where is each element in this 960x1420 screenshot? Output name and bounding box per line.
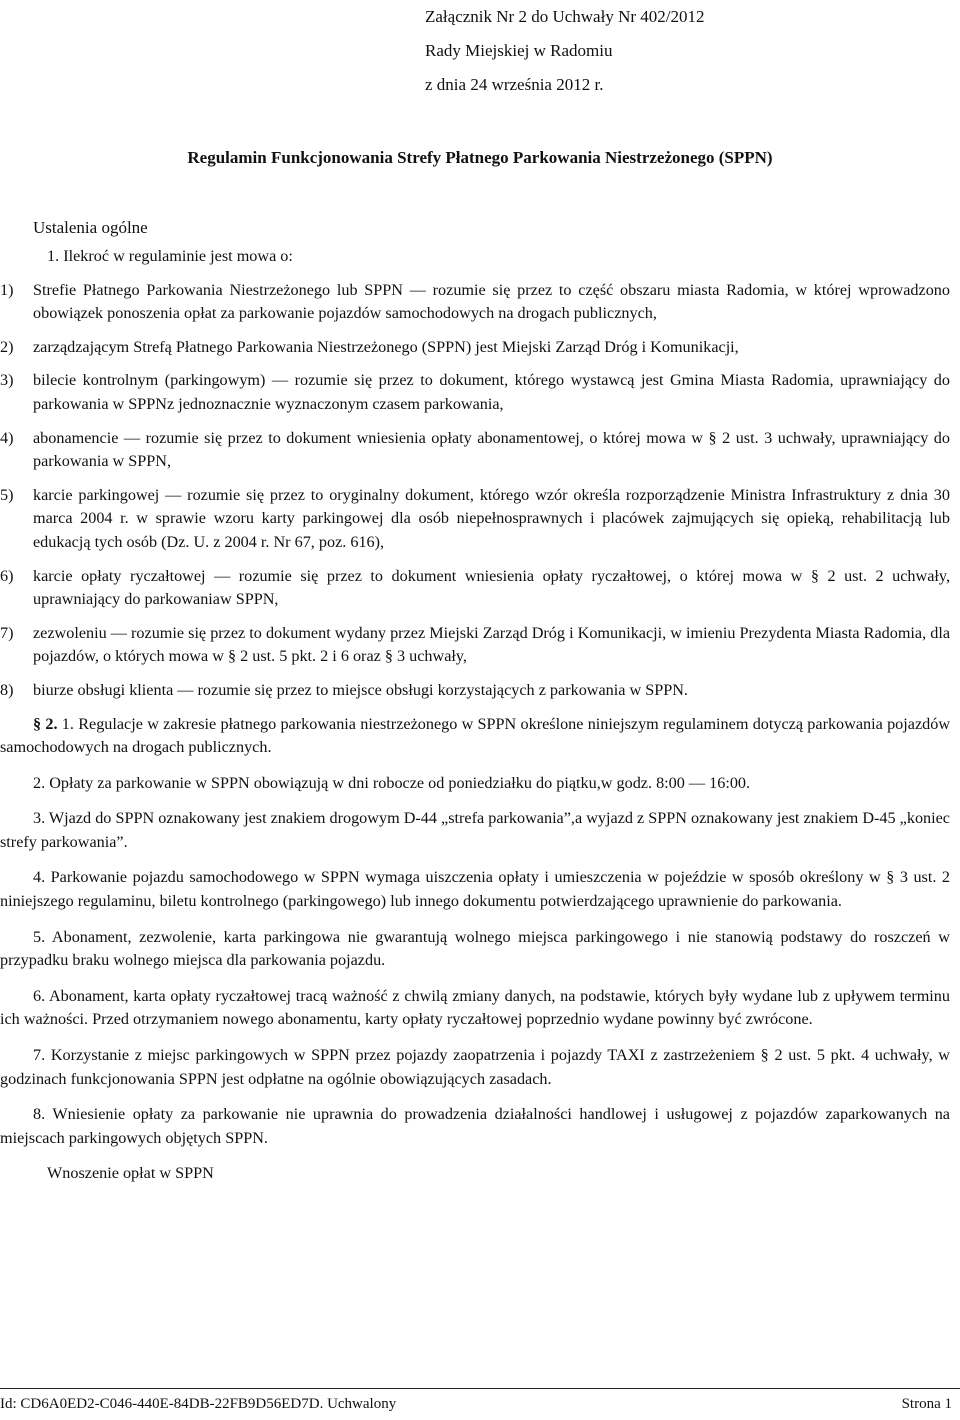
regulation-8: 8. Wniesienie opłaty za parkowanie nie uprawnia do prowadzenia działalności handlowej i usługowej z pojazdów zaparkowanych na miejscach parkingowych objętych SPPN.: [0, 1105, 950, 1147]
regulation-5: 5. Abonament, zezwolenie, karta parkingowa nie gwarantują wolnego miejsca parkingowego i nie stanowią podstawy do roszczeń w przypadku braku wolnego miejsca dla parkowania pojazdu.: [0, 927, 950, 970]
definition-item: [0, 484, 950, 555]
definition-item: [0, 622, 950, 669]
regulation-1-text: 1. Regulacje w zakresie płatnego parkowania niestrzeżonego w SPPN określone niniejszym regulaminem dotyczą parkowania pojazdów samochodowych na drogach publicznych.: [0, 714, 951, 757]
header-line-3: z dnia 24 września 2012 r.: [425, 75, 604, 94]
definition-item: [0, 427, 950, 474]
definition-number: 4): [0, 428, 14, 447]
definition-text: zarządzającym Strefą Płatnego Parkowania Niestrzeżonego (SPPN) jest Miejski Zarząd Dróg i Komunikacji,: [33, 337, 739, 356]
footer-divider: [0, 1388, 960, 1389]
definition-item: [0, 565, 950, 612]
definition-number: 6): [0, 566, 14, 585]
page-number: Strona 1: [901, 1396, 952, 1412]
definition-number: 3): [0, 371, 14, 390]
definition-text: bilecie kontrolnym (parkingowym) ― rozumie się przez to dokument, którego wystawcą jest Gmina Miasta Radomia, uprawniający do parkowania w SPPNz jednoznacznie wyznaczonym czasem parkowania,: [33, 371, 950, 413]
definition-text: abonamencie ― rozumie się przez to dokument wniesienia opłaty abonamentowej, o której mowa w § 2 ust. 3 uchwały, uprawniający do parkowania w SPPN,: [33, 428, 950, 471]
document-body: [0, 245, 950, 1186]
definitions-list: [0, 279, 950, 703]
document-title: Regulamin Funkcjonowania Strefy Płatnego Parkowania Niestrzeżonego (SPPN): [187, 148, 773, 167]
definition-number: 2): [0, 337, 14, 356]
section-heading-payments: Wnoszenie opłat w SPPN: [47, 1164, 214, 1183]
definition-text: zezwoleniu ― rozumie się przez to dokument wydany przez Miejski Zarząd Dróg i Komunikacji, w imieniu Prezydenta Miasta Radomia, dla pojazdów, o których mowa w § 2 ust. 5 pkt. 2 i 6 oraz § 3 uchwały,: [33, 623, 950, 666]
definition-number: 7): [0, 623, 14, 642]
regulation-7: 7. Korzystanie z miejsc parkingowych w SPPN przez pojazdy zaopatrzenia i pojazdy TAXI z zastrzeżeniem § 2 ust. 5 pkt. 4 uchwały, w godzinach funkcjonowania SPPN jest odpłatne na ogólnie obowiązujących zasadach.: [0, 1046, 950, 1088]
section-2-mark: § 2.: [33, 714, 58, 733]
definition-item: [0, 336, 950, 360]
regulation-6: 6. Abonament, karta opłaty ryczałtowej tracą ważność z chwilą zmiany danych, na podstawie, których były wydane lub z upływem terminu ich ważności. Przed otrzymaniem nowego abonamentu, karty opłaty ryczałtowej poprzednio wydane powinny być zwrócone.: [0, 986, 950, 1029]
regulation-4: 4. Parkowanie pojazdu samochodowego w SPPN wymaga uiszczenia opłaty i umieszczenia w pojeździe w sposób określony w § 3 ust. 2 niniejszego regulaminu, biletu kontrolnego (parkingowego) lub innego dokumentu potwierdzającego uprawnienie do parkowania.: [0, 868, 950, 911]
definition-text: karcie parkingowej ― rozumie się przez to oryginalny dokument, którego wzór określa rozporządzenie Ministra Infrastruktury z dnia 30 marca 2004 r. w sprawie wzoru karty parkingowej dla osób niepełnosprawnych i placówek zajmujących się opieką, rehabilitacją lub edukacją tych osób (Dz. U. z 2004 r. Nr 67, poz. 616),: [33, 485, 950, 551]
regulation-2: 2. Opłaty za parkowanie w SPPN obowiązują w dni robocze od poniedziałku do piątku,w godz. 8:00 ― 16:00.: [33, 773, 751, 792]
document-id: Id: CD6A0ED2-C046-440E-84DB-22FB9D56ED7D. Uchwalony: [0, 1396, 397, 1412]
definition-number: 1): [0, 280, 14, 299]
header-line-1: Załącznik Nr 2 do Uchwały Nr 402/2012: [425, 7, 705, 26]
definition-number: 8): [0, 680, 14, 699]
paragraph-1: 1. Ilekroć w regulaminie jest mowa o:: [47, 247, 293, 265]
regulation-3: 3. Wjazd do SPPN oznakowany jest znakiem drogowym D-44 „strefa parkowania”,a wyjazd z SPPN oznakowany jest znakiem D-45 „koniec strefy parkowania”.: [0, 809, 950, 851]
definition-number: 5): [0, 485, 14, 504]
definition-text: Strefie Płatnego Parkowania Niestrzeżonego lub SPPN ― rozumie się przez to część obszaru miasta Radomia, w której wprowadzono obowiązek ponoszenia opłat za parkowanie pojazdów samochodowych na drogach publicznych,: [33, 280, 950, 323]
definition-text: biurze obsługi klienta ― rozumie się przez to miejsce obsługi korzystających z parkowania w SPPN.: [33, 680, 688, 699]
regulation-1: [0, 713, 950, 760]
definition-item: [0, 679, 950, 703]
definition-text: karcie opłaty ryczałtowej ― rozumie się przez to dokument wniesienia opłaty ryczałtowej, o której mowa w § 2 ust. 2 uchwały, uprawniający do parkowaniaw SPPN,: [33, 566, 950, 609]
definition-item: [0, 279, 950, 326]
definition-item: [0, 369, 950, 416]
header-line-2: Rady Miejskiej w Radomiu: [425, 41, 613, 60]
attachment-header: [425, 0, 704, 102]
section-heading-general: Ustalenia ogólne: [33, 218, 148, 237]
